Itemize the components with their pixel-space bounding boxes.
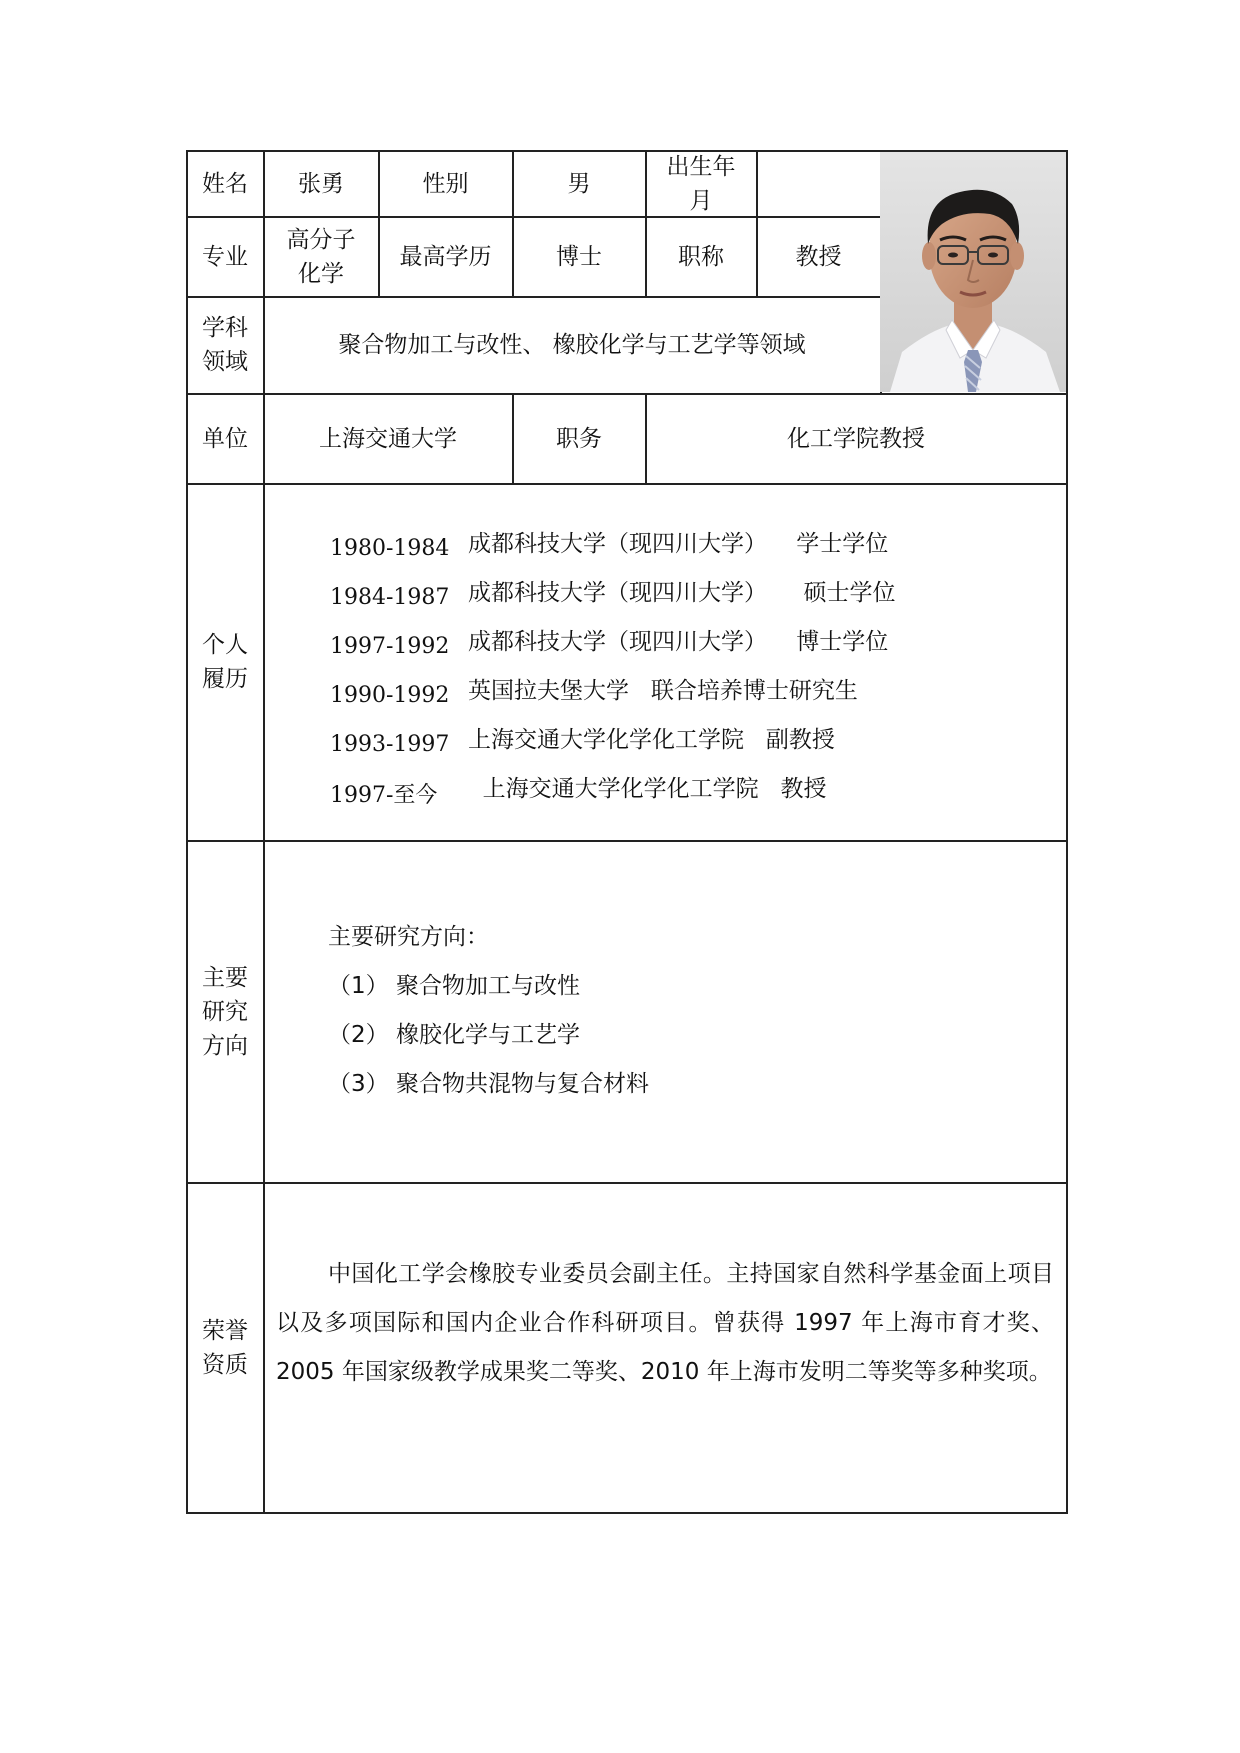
resume-years: 1990-1992 — [330, 682, 450, 708]
research-item: （2） 橡胶化学与工艺学 — [328, 1022, 580, 1048]
name-label: 姓名 — [202, 170, 248, 197]
resume-text: 英国拉夫堡大学 联合培养博士研究生 — [468, 677, 858, 704]
resume-row — [330, 619, 888, 659]
resume-row — [330, 668, 858, 708]
research-item: （1） 聚合物加工与改性 — [328, 973, 580, 999]
honors-label: 荣誉资质 — [202, 1317, 248, 1378]
major-value: 高分子化学 — [286, 226, 356, 287]
portrait-photo-icon — [880, 152, 1066, 392]
resume-text: 上海交通大学化学化工学院 副教授 — [468, 726, 835, 753]
education-label: 最高学历 — [399, 243, 492, 270]
birth-label: 出生年月 — [666, 153, 736, 214]
resume-row — [330, 570, 896, 610]
resume-text: 成都科技大学（现四川大学） 博士学位 — [468, 628, 889, 655]
title-value: 教授 — [795, 243, 842, 270]
field-value: 聚合物加工与改性、 橡胶化学与工艺学等领域 — [338, 332, 806, 358]
birth-value — [757, 151, 880, 216]
research-label: 主要研究方向 — [202, 964, 248, 1059]
position-label: 职务 — [556, 425, 602, 452]
table-line-6 — [186, 1182, 1068, 1184]
resume-years: 1997-1992 — [330, 633, 450, 659]
table-border-bottom — [186, 1512, 1068, 1514]
major-label: 专业 — [202, 243, 248, 270]
field-label: 学科领域 — [202, 315, 248, 375]
table-line-5 — [186, 840, 1068, 842]
resume-years: 1997-至今 — [330, 782, 438, 808]
gender-value: 男 — [567, 170, 591, 197]
resume-years: 1980-1984 — [330, 535, 450, 561]
resume-text: 成都科技大学（现四川大学） 硕士学位 — [468, 579, 896, 606]
education-value: 博士 — [556, 243, 602, 270]
resume-label: 个人履历 — [202, 632, 248, 692]
resume-row — [330, 717, 835, 757]
resume-years: 1984-1987 — [330, 584, 450, 610]
resume-text: 上海交通大学化学化工学院 教授 — [468, 775, 827, 802]
table-border-right — [1066, 150, 1068, 1514]
unit-label: 单位 — [202, 425, 248, 452]
resume-row — [330, 766, 827, 806]
resume-years: 1993-1997 — [330, 731, 450, 757]
resume-text: 成都科技大学（现四川大学） 学士学位 — [468, 530, 889, 557]
research-heading: 主要研究方向： — [328, 924, 489, 950]
gender-label: 性别 — [422, 170, 469, 197]
name-value: 张勇 — [298, 170, 344, 197]
portrait-photo — [880, 152, 1066, 392]
table-line-4 — [186, 483, 1068, 485]
resume-row — [330, 521, 888, 561]
position-value: 化工学院教授 — [787, 425, 925, 452]
title-label: 职称 — [678, 243, 724, 270]
research-item: （3） 聚合物共混物与复合材料 — [328, 1071, 649, 1097]
honors-text: 中国化工学会橡胶专业委员会副主任。主持国家自然科学基金面上项目以及多项国际和国内企业合作科研项目。曾获得 1997 年上海市育才奖、2005 年国家级教学成果奖二等奖、2010 年上海市发明二等奖等多种奖项。 — [276, 1261, 1054, 1385]
unit-value: 上海交通大学 — [319, 425, 457, 452]
